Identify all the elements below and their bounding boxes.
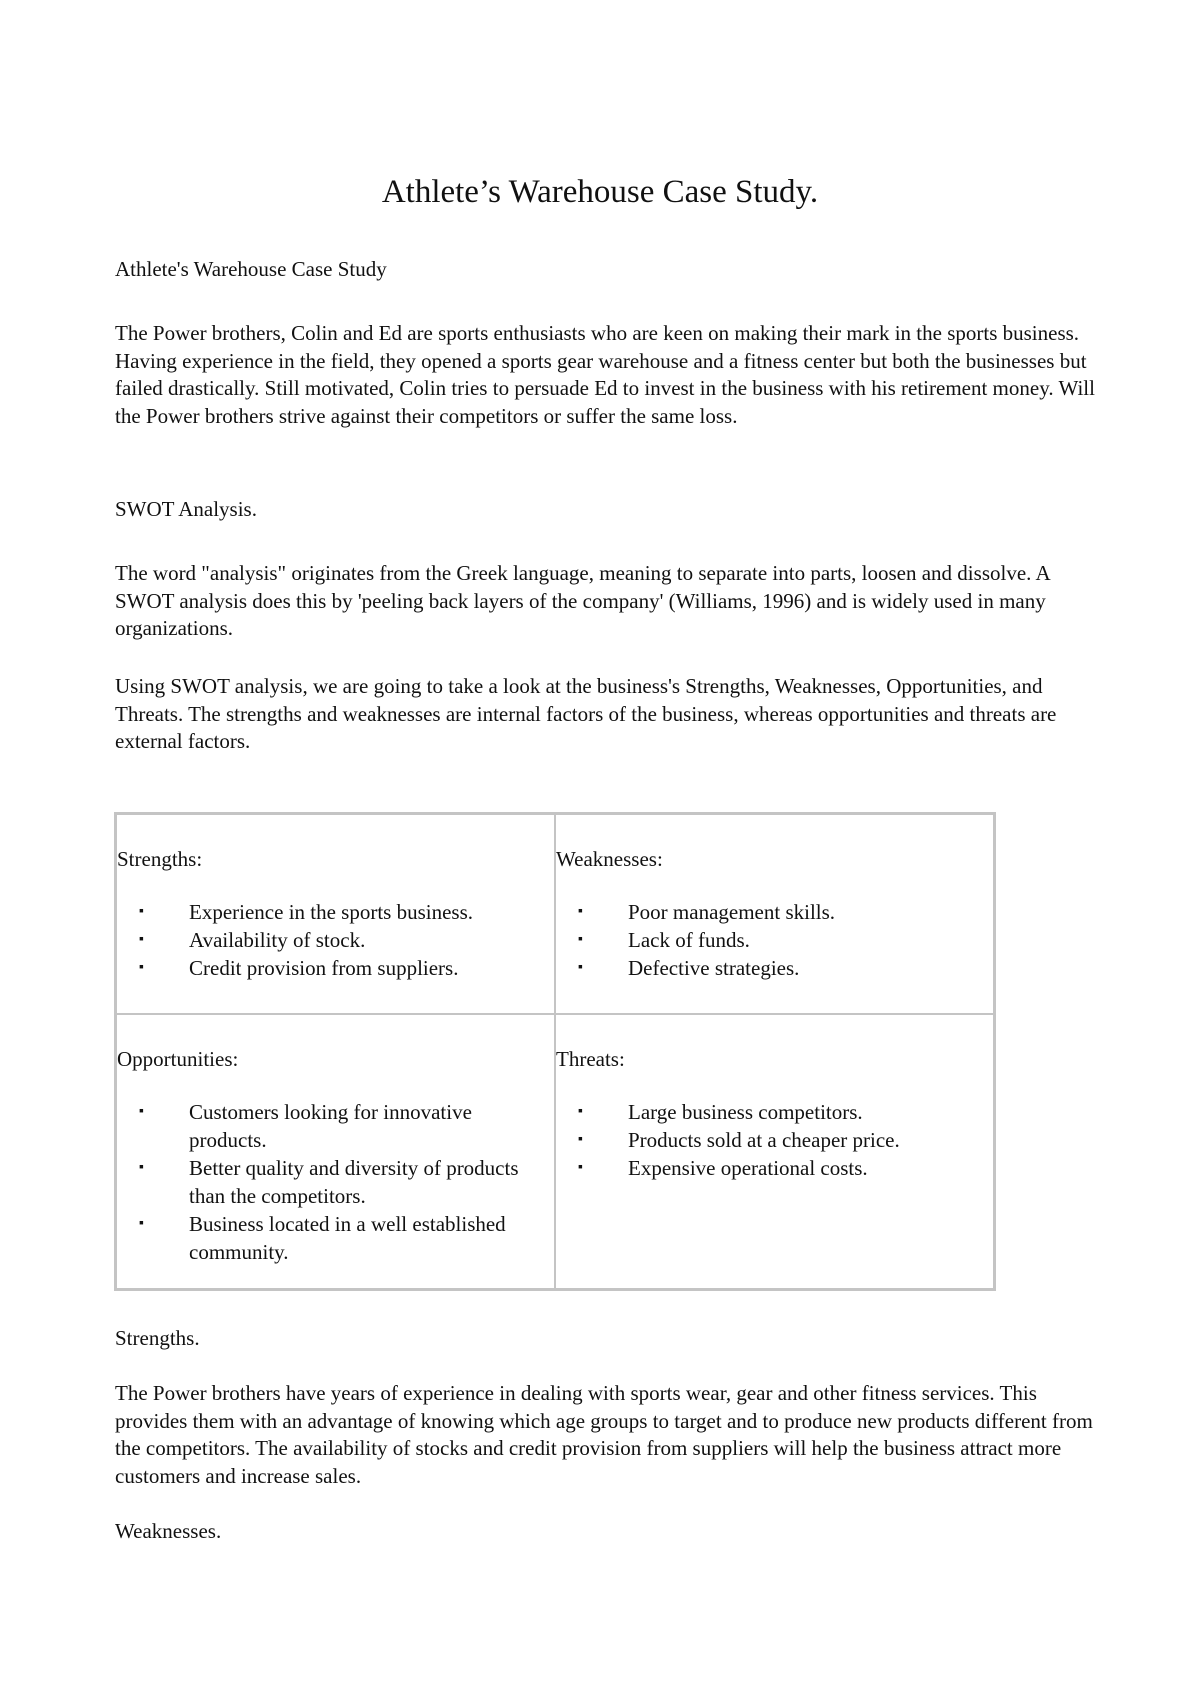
bullet-icon: ▪: [139, 1160, 144, 1175]
strengths-cell: [116, 814, 556, 1015]
bullet-icon: ▪: [578, 1132, 583, 1147]
swot-table-row: [116, 1014, 995, 1290]
bullet-icon: ▪: [139, 1216, 144, 1231]
bullet-icon: ▪: [578, 904, 583, 919]
bullet-icon: ▪: [578, 932, 583, 947]
list-item-text: Poor management skills.: [628, 900, 836, 924]
bullet-icon: ▪: [578, 1104, 583, 1119]
intro-paragraph: The Power brothers, Colin and Ed are sports enthusiasts who are keen on making their mark in the sports business. Having experience in the field, they opened a sports gear warehouse and a fitness center but both the businesses but failed drastically. Still motivated, Colin tries to persuade Ed to invest in the business with his retirement money. Will the Power brothers strive against their competitors or suffer the same loss.: [115, 321, 1095, 428]
list-item-text: Availability of stock.: [189, 928, 366, 952]
opportunities-list: [117, 1098, 554, 1266]
list-item-text: Large business competitors.: [628, 1100, 863, 1124]
swot-table: [114, 812, 996, 1291]
weaknesses-cell-heading: Weaknesses:: [556, 847, 663, 871]
list-item: [117, 954, 554, 982]
list-item-text: Expensive operational costs.: [628, 1156, 868, 1180]
bullet-icon: ▪: [139, 960, 144, 975]
list-item-text: Defective strategies.: [628, 956, 800, 980]
document-subtitle: Athlete's Warehouse Case Study: [115, 257, 387, 281]
list-item-text: Credit provision from suppliers.: [189, 956, 459, 980]
swot-heading: SWOT Analysis.: [115, 497, 257, 521]
list-item: [556, 954, 993, 982]
bullet-icon: ▪: [578, 1160, 583, 1175]
strengths-list: [117, 898, 554, 982]
list-item: [117, 926, 554, 954]
threats-cell: [555, 1014, 995, 1290]
list-item: [556, 898, 993, 926]
document-title: Athlete’s Warehouse Case Study.: [381, 174, 819, 210]
bullet-icon: ▪: [139, 1104, 144, 1119]
list-item-text: Customers looking for innovative products.: [189, 1100, 472, 1152]
opportunities-cell: [116, 1014, 556, 1290]
list-item-text: Products sold at a cheaper price.: [628, 1128, 900, 1152]
swot-definition-paragraph: The word "analysis" originates from the Greek language, meaning to separate into parts, loosen and dissolve. A SWOT analysis does this by 'peeling back layers of the company' (Williams, 1996) and is widely used in many organizations.: [115, 561, 1050, 640]
weaknesses-list: [556, 898, 993, 982]
list-item-text: Business located in a well established community.: [189, 1212, 506, 1264]
opportunities-cell-heading: Opportunities:: [117, 1047, 239, 1071]
list-item: [556, 1098, 993, 1126]
list-item: [117, 1098, 554, 1154]
bullet-icon: ▪: [139, 932, 144, 947]
weaknesses-cell: [555, 814, 995, 1015]
list-item: [117, 898, 554, 926]
threats-cell-heading: Threats:: [556, 1047, 625, 1071]
list-item: [556, 1154, 993, 1182]
list-item-text: Better quality and diversity of products than the competitors.: [189, 1156, 519, 1208]
swot-table-row: [116, 814, 995, 1015]
list-item: [117, 1154, 554, 1210]
strengths-cell-heading: Strengths:: [117, 847, 203, 871]
list-item-text: Experience in the sports business.: [189, 900, 474, 924]
weaknesses-section-heading: Weaknesses.: [115, 1519, 222, 1543]
bullet-icon: ▪: [578, 960, 583, 975]
bullet-icon: ▪: [139, 904, 144, 919]
threats-list: [556, 1098, 993, 1182]
swot-usage-paragraph: Using SWOT analysis, we are going to take a look at the business's Strengths, Weaknesses, Opportunities, and Threats. The strengths and weaknesses are internal factors of the business, whereas opportunities and threats are external factors.: [115, 674, 1057, 753]
list-item: [117, 1210, 554, 1266]
strengths-section-heading: Strengths.: [115, 1326, 200, 1350]
list-item-text: Lack of funds.: [628, 928, 750, 952]
strengths-paragraph: The Power brothers have years of experience in dealing with sports wear, gear and other fitness services. This provides them with an advantage of knowing which age groups to target and to produce new products different from the competitors. The availability of stocks and credit provision from suppliers will help the business attract more customers and increase sales.: [115, 1381, 1093, 1488]
list-item: [556, 1126, 993, 1154]
list-item: [556, 926, 993, 954]
